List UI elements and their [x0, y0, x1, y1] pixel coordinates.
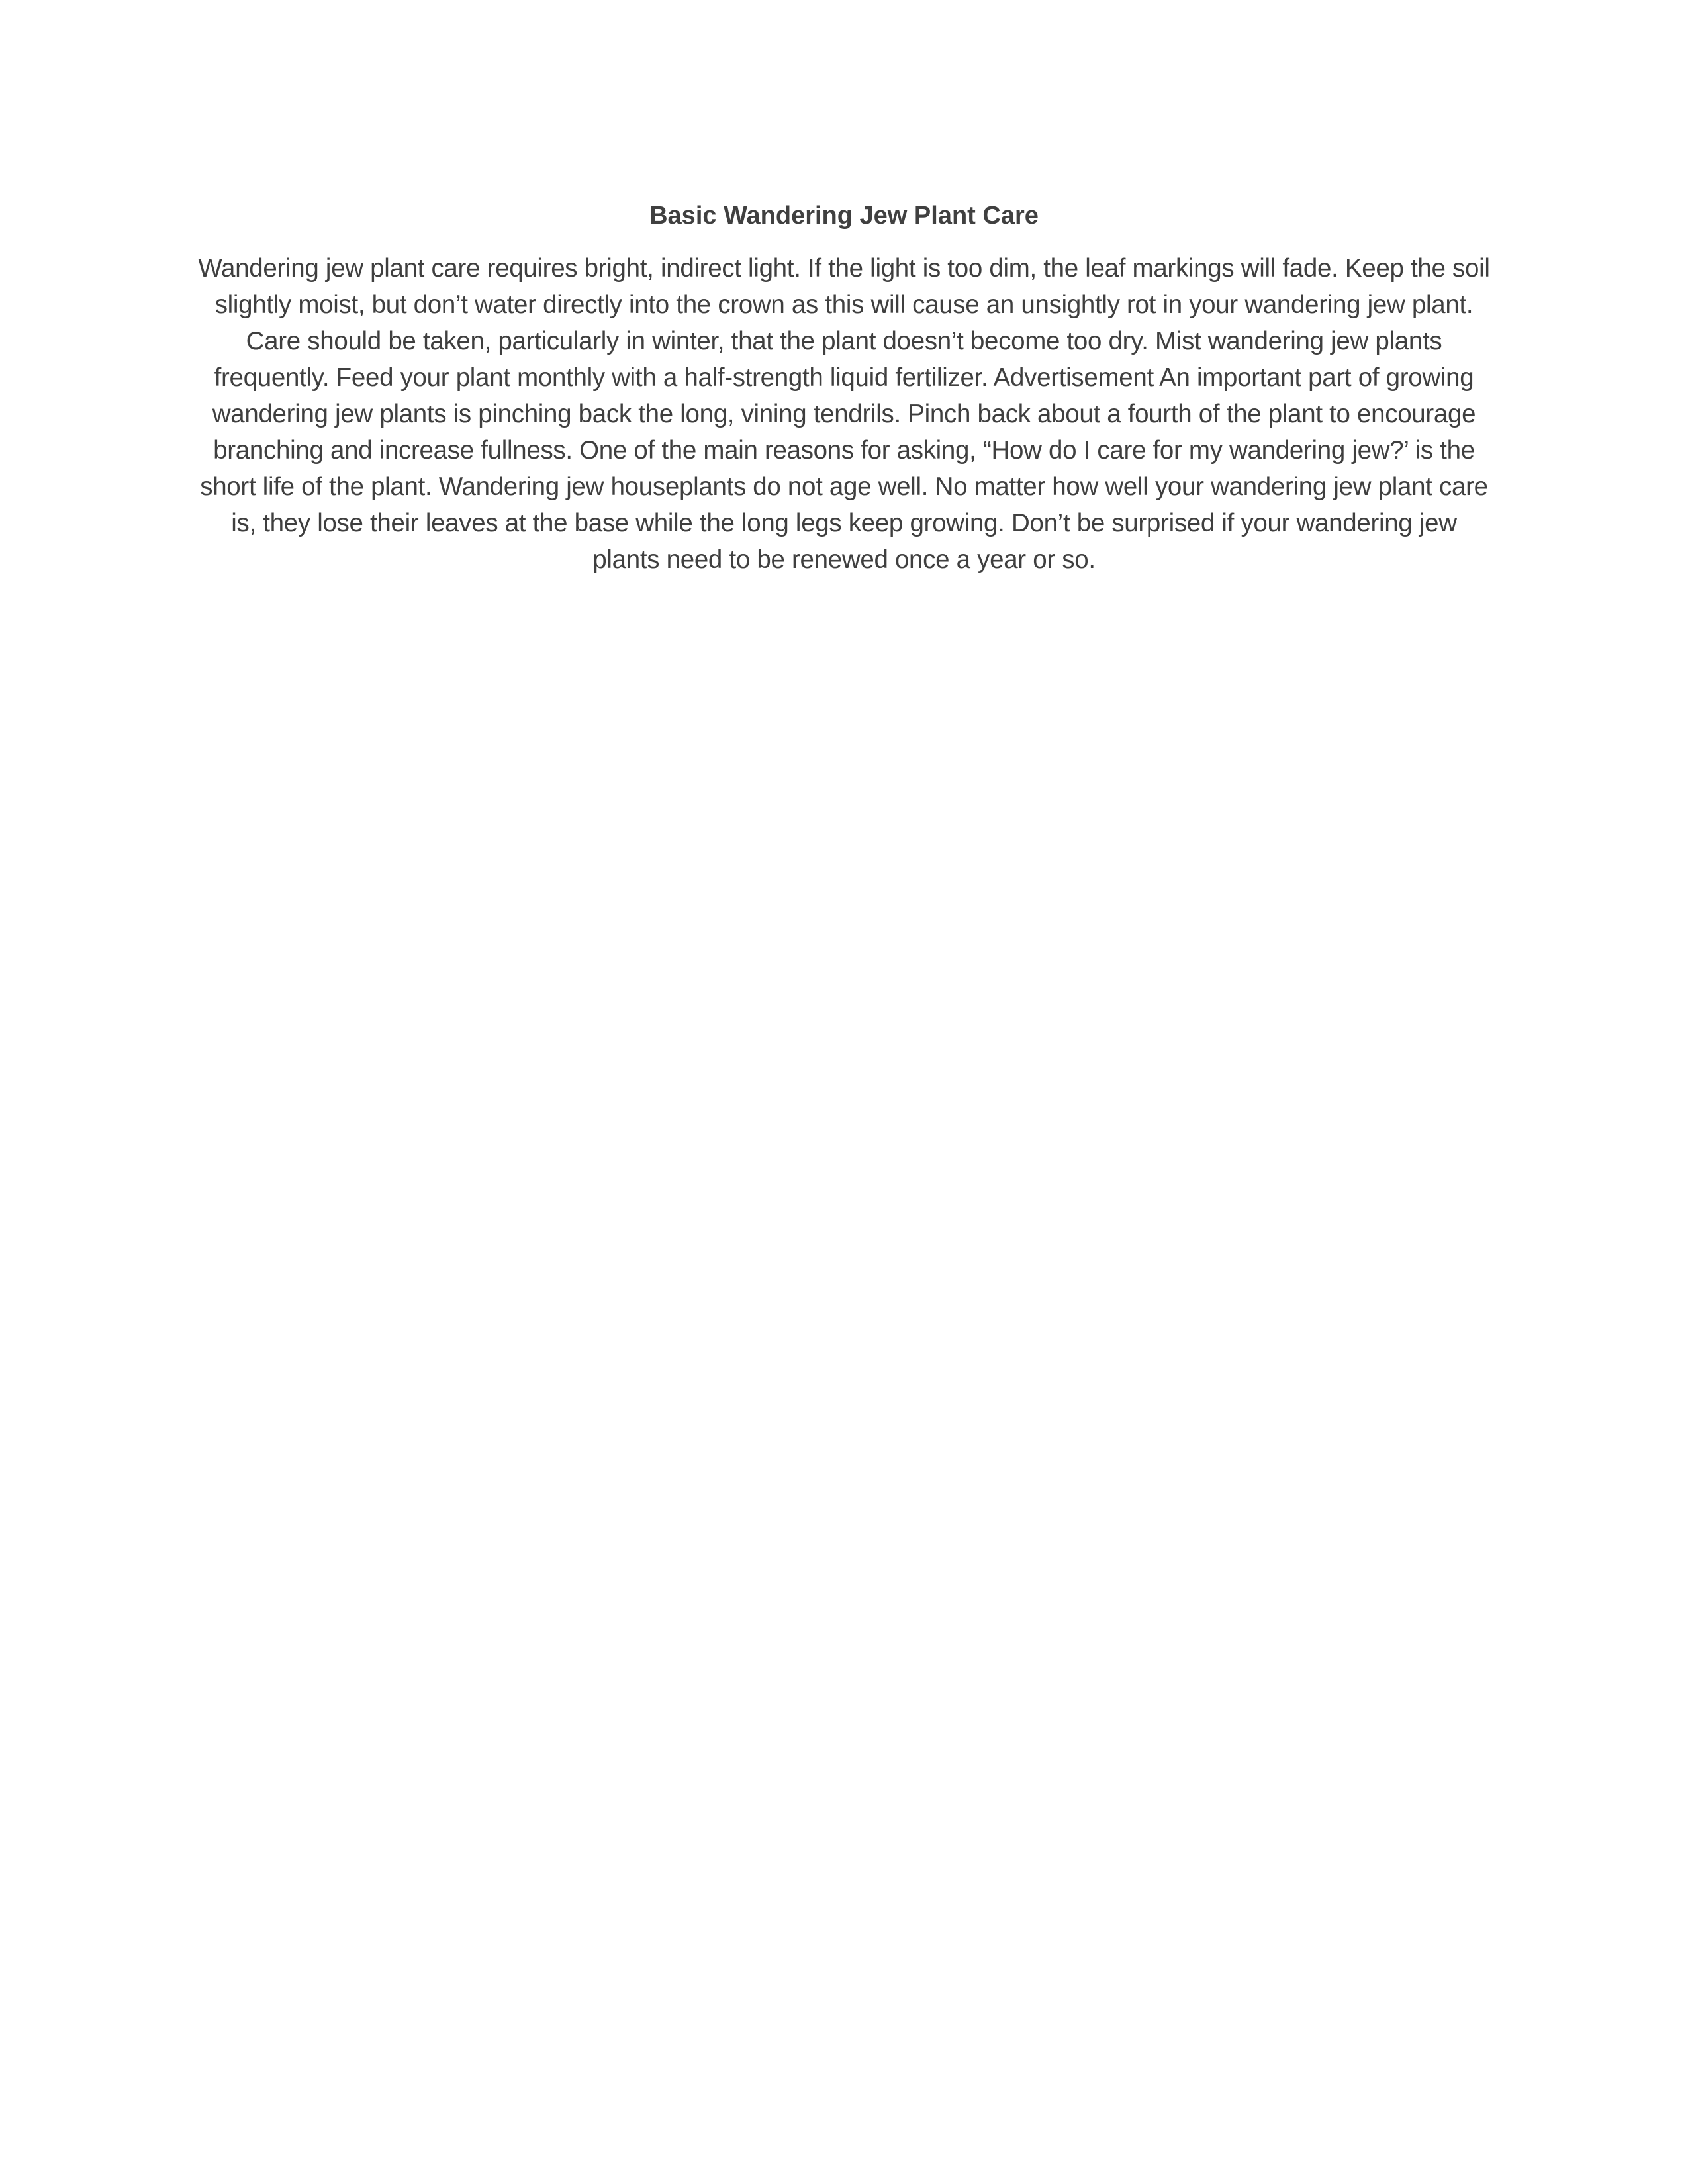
document-content — [195, 196, 1493, 578]
document-body-paragraph: Wandering jew plant care requires bright, indirect light. If the light is too dim, the leaf markings will fade. Keep the soil slightly moist, but don’t water directly into the crown as this will cause an unsightly rot in your wandering jew plant. Care should be taken, particularly in winter, that the plant doesn’t become too dry. Mist wandering jew plants frequently. Feed your plant monthly with a half-strength liquid fertilizer. Advertisement An important part of growing wandering jew plants is pinching back the long, vining tendrils. Pinch back about a fourth of the plant to encourage branching and increase fullness. One of the main reasons for asking, “How do I care for my wandering jew?’ is the short life of the plant. Wandering jew houseplants do not age well. No matter how well your wandering jew plant care is, they lose their leaves at the base while the long legs keep growing. Don’t be surprised if your wandering jew plants need to be renewed once a year or so. — [198, 254, 1490, 574]
document-title: Basic Wandering Jew Plant Care — [649, 202, 1039, 230]
